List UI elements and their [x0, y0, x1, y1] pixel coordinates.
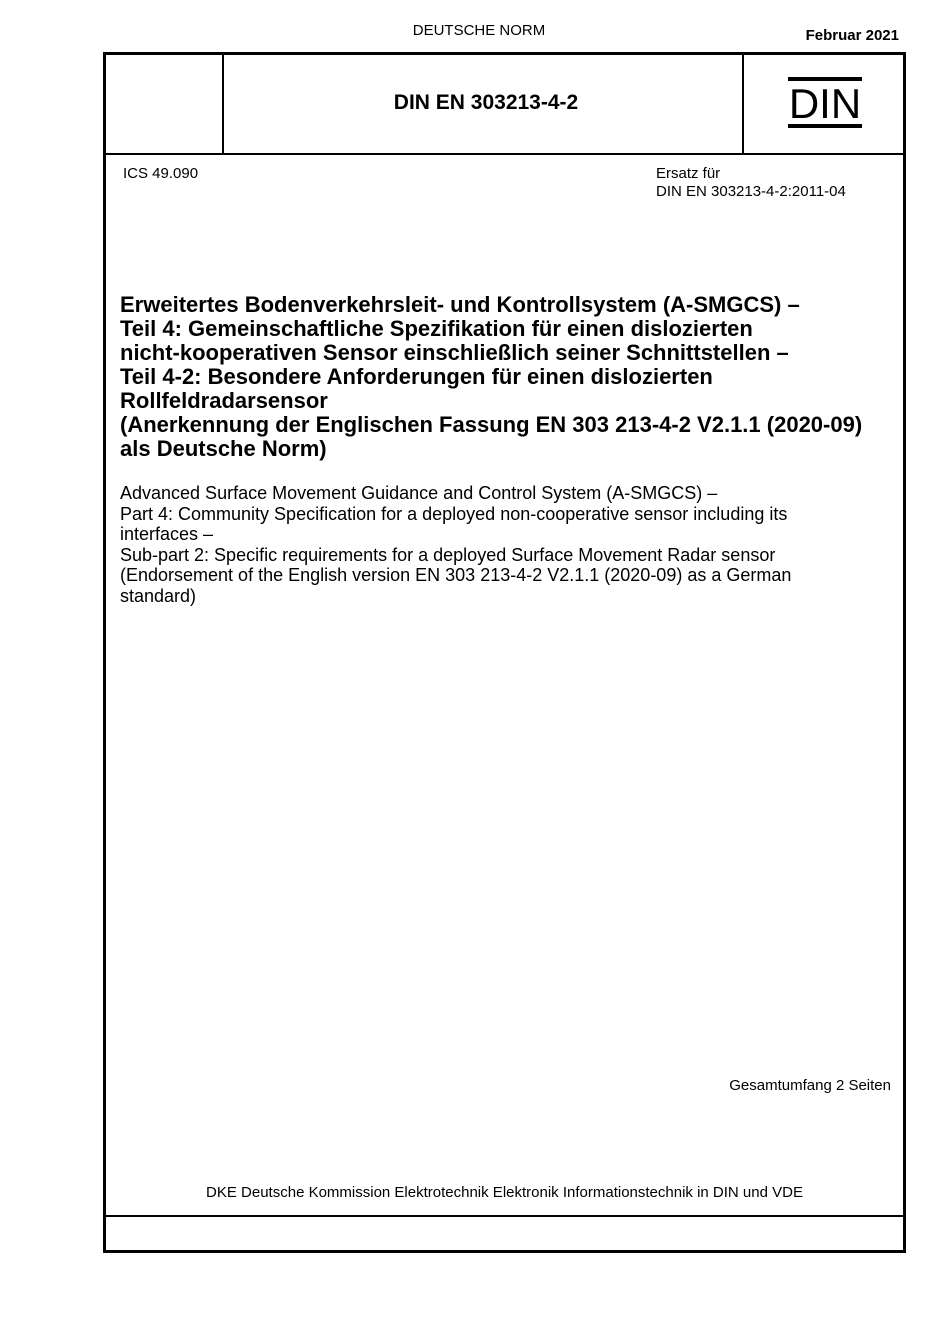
replacement-document: DIN EN 303213-4-2:2011-04 — [656, 183, 846, 200]
english-title-line: Sub-part 2: Specific requirements for a deployed Surface Movement Radar sensor — [120, 544, 776, 565]
german-title-line: als Deutsche Norm) — [120, 436, 327, 461]
ics-code: ICS 49.090 — [123, 165, 199, 182]
publisher: DKE Deutsche Kommission Elektrotechnik Elektronik Informationstechnik in DIN und VDE — [206, 1184, 803, 1201]
english-title-line: standard) — [120, 585, 197, 606]
english-title — [120, 483, 900, 606]
footer-rule — [106, 1215, 903, 1217]
din-logo — [786, 74, 866, 132]
german-title — [120, 293, 900, 461]
header-divider-left — [222, 55, 224, 153]
issue-date: Februar 2021 — [805, 27, 899, 44]
cover-frame — [103, 52, 906, 1253]
german-title-line: Teil 4: Gemeinschaftliche Spezifikation für einen dislozierten — [120, 316, 753, 341]
german-title-line: (Anerkennung der Englischen Fassung EN 303 213-4-2 V2.1.1 (2020-09) — [120, 412, 863, 437]
document-number: DIN EN 303213-4-2 — [393, 91, 579, 114]
german-title-line: Rollfeldradarsensor — [120, 388, 328, 413]
english-title-line: Part 4: Community Specification for a deployed non-cooperative sensor including its — [120, 503, 788, 524]
german-title-line: Teil 4-2: Besondere Anforderungen für einen dislozierten — [120, 364, 713, 389]
replacement-label: Ersatz für — [656, 165, 721, 182]
total-pages: Gesamtumfang 2 Seiten — [729, 1077, 891, 1094]
german-title-line: nicht-kooperativen Sensor einschließlich seiner Schnittstellen – — [120, 340, 789, 365]
english-title-line: (Endorsement of the English version EN 303 213-4-2 V2.1.1 (2020-09) as a German — [120, 565, 792, 585]
header-bottom-rule — [106, 153, 903, 155]
document-type-label: DEUTSCHE NORM — [412, 22, 546, 39]
german-title-line: Erweitertes Bodenverkehrsleit- und Kontrollsystem (A-SMGCS) – — [120, 292, 800, 317]
english-title-line: Advanced Surface Movement Guidance and Control System (A-SMGCS) – — [120, 483, 718, 503]
din-logo-text: DIN — [788, 80, 862, 127]
replacement-info — [656, 165, 846, 201]
english-title-line: interfaces – — [120, 524, 214, 544]
